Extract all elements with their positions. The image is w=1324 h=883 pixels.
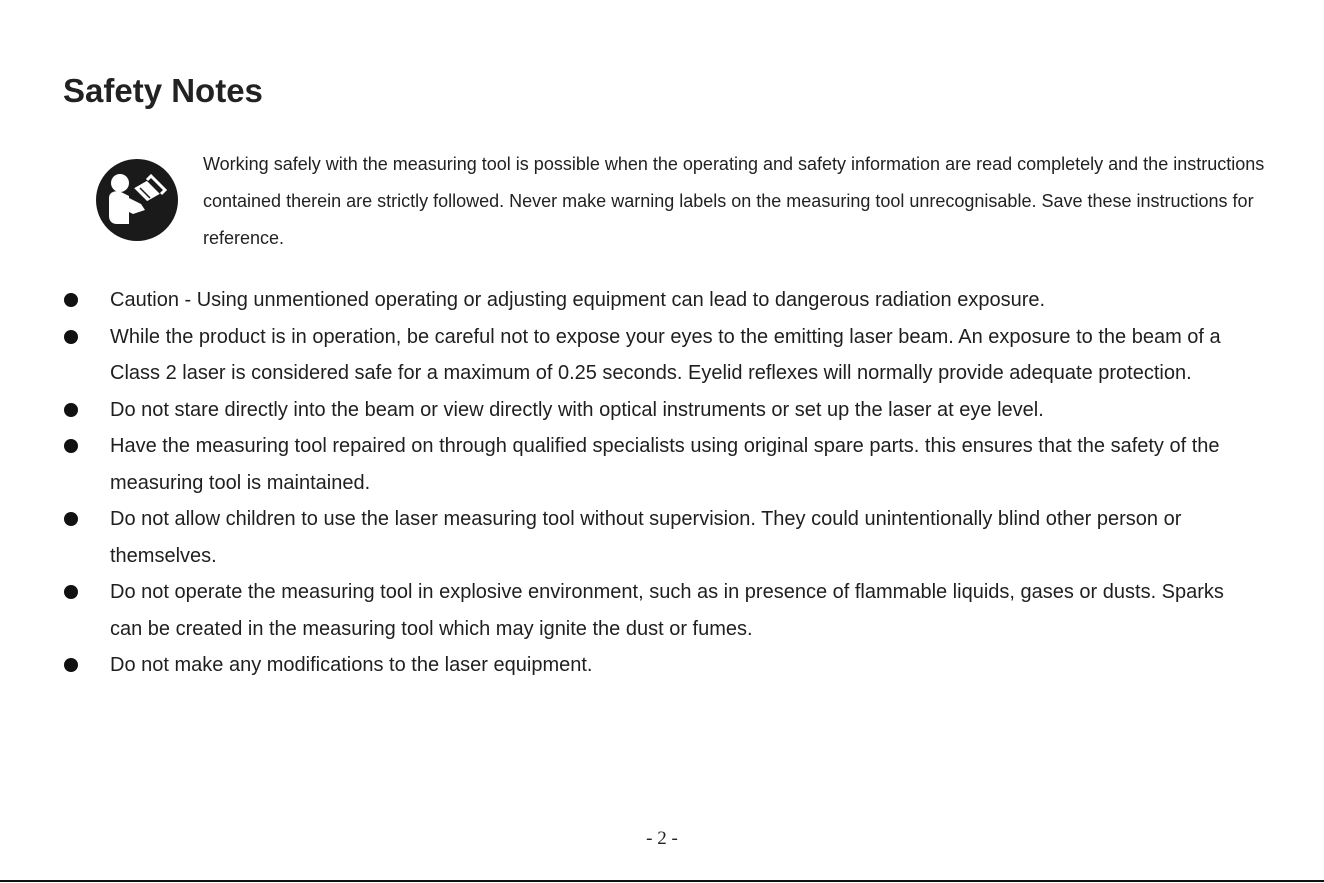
bullet-item: [0, 574, 1250, 647]
bullet-text: Do not operate the measuring tool in explosive environment, such as in presence of flammable liquids, gases or dusts. Sparks can be created in the measuring tool which may ignite the dust or fumes.: [110, 581, 1224, 640]
bullet-text: Caution - Using unmentioned operating or adjusting equipment can lead to dangerous radiation exposure.: [110, 289, 1046, 311]
bullet-dot-icon: [64, 330, 78, 344]
bullet-dot-icon: [64, 512, 78, 526]
bullet-dot-icon: [64, 585, 78, 599]
read-manual-icon: [95, 158, 179, 242]
bullet-item: [0, 428, 1250, 501]
bullet-dot-icon: [64, 439, 78, 453]
bullet-item: [0, 282, 1250, 319]
bullet-dot-icon: [64, 293, 78, 307]
bottom-rule: [0, 880, 1324, 882]
page-title: Safety Notes: [63, 72, 263, 109]
bullet-text: Do not stare directly into the beam or view directly with optical instruments or set up the laser at eye level.: [110, 398, 1044, 421]
bullet-text: Do not make any modifications to the laser equipment.: [110, 654, 593, 676]
bullet-text: Have the measuring tool repaired on through qualified specialists using original spare parts. this ensures that the safety of the measuring tool is maintained.: [110, 435, 1220, 494]
safety-bullet-list: [0, 282, 1324, 684]
bullet-text: Do not allow children to use the laser measuring tool without supervision. They could unintentionally blind other person or themselves.: [110, 508, 1182, 567]
bullet-item: [0, 392, 1250, 429]
bullet-item: [0, 501, 1250, 574]
page-number: - 2 -: [646, 828, 678, 849]
bullet-item: [0, 647, 1250, 684]
bullet-dot-icon: [64, 658, 78, 672]
bullet-text: While the product is in operation, be careful not to expose your eyes to the emitting laser beam. An exposure to the beam of a Class 2 laser is considered safe for a maximum of 0.25 seconds. Eyelid reflexes will normally provide adequate protection.: [110, 325, 1221, 384]
bullet-item: [0, 319, 1250, 392]
bullet-dot-icon: [64, 403, 78, 417]
intro-text: Working safely with the measuring tool is possible when the operating and safety information are read completely and the instructions contained therein are strictly followed. Never make warning labels on the measuring tool unrecognisable. Save these instructions for reference.: [203, 154, 1265, 248]
